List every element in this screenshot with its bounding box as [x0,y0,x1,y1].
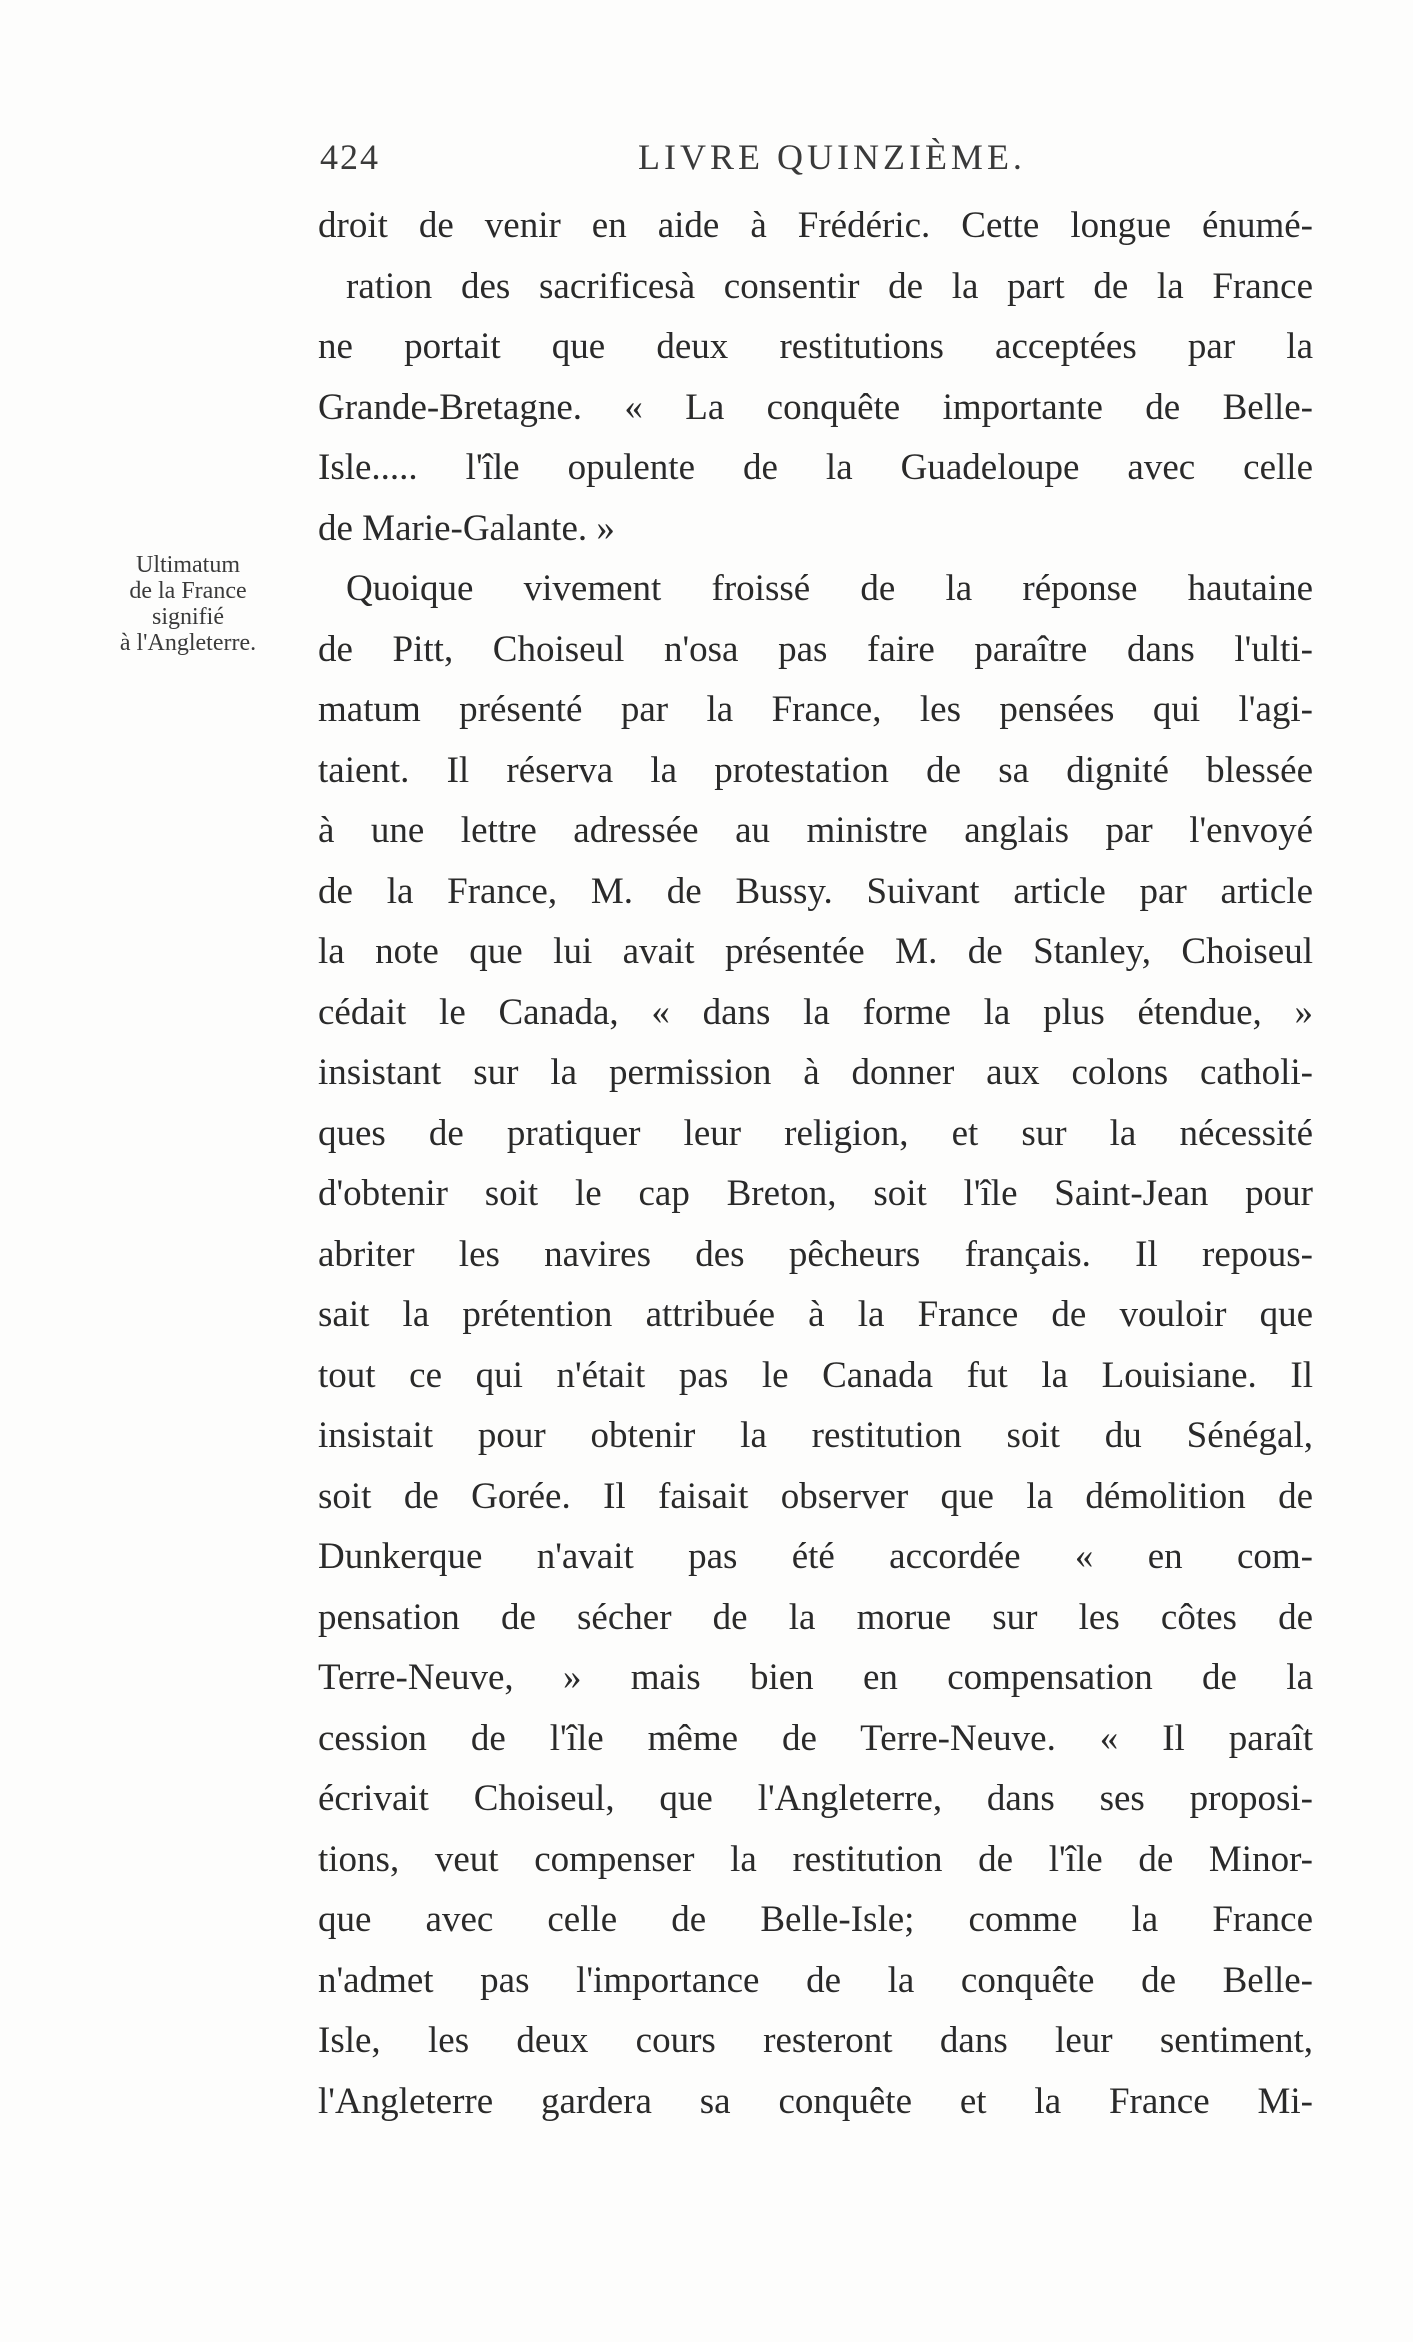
text-line: tions, veut compenser la restitution de l'île de Minor- [318,1838,1313,1880]
text-line: Dunkerque n'avait pas été accordée « en com- [318,1536,1313,1577]
text-line: Quoique vivement froissé de la réponse hautaine [346,568,1313,609]
marginal-note [88,552,288,656]
text-line: pensation de sécher de la morue sur les côtes de [318,1596,1313,1638]
marginal-note-line: de la France [129,578,247,604]
text-line: tout ce qui n'était pas le Canada fut la Louisiane. Il [318,1354,1313,1396]
text-line: abriter les navires des pêcheurs français. Il repous- [318,1233,1313,1275]
marginal-note-line: signifié [152,604,224,630]
text-line: à une lettre adressée au ministre anglais par l'envoyé [318,810,1313,851]
text-line: d'obtenir soit le cap Breton, soit l'île Saint-Jean pour [318,1173,1313,1214]
book-title: LIVRE QUINZIÈME. [638,137,1026,177]
text-line: de Marie-Galante. » [318,507,615,549]
text-line: droit de venir en aide à Frédéric. Cette longue énumé- [318,205,1313,246]
text-line: insistait pour obtenir la restitution soit du Sénégal, [318,1415,1313,1456]
text-line: Isle..... l'île opulente de la Guadeloupe avec celle [318,447,1313,488]
body-text [318,196,1313,2132]
text-line: sait la prétention attribuée à la France de vouloir que [318,1294,1313,1335]
text-line: n'admet pas l'importance de la conquête de Belle- [318,1959,1313,2001]
text-line: écrivait Choiseul, que l'Angleterre, dans ses proposi- [318,1778,1313,1819]
text-line: la note que lui avait présentée M. de Stanley, Choiseul [318,931,1313,972]
marginal-note-line: Ultimatum [136,552,240,578]
running-head [320,136,1200,176]
text-line: Grande-Bretagne. « La conquête importante de Belle- [318,386,1313,428]
text-line: ne portait que deux restitutions acceptées par la [318,326,1313,367]
text-line: que avec celle de Belle-Isle; comme la France [318,1899,1313,1940]
page-number: 424 [320,137,380,177]
text-line: de Pitt, Choiseul n'osa pas faire paraître dans l'ulti- [318,628,1313,670]
text-line: ques de pratiquer leur religion, et sur la nécessité [318,1112,1313,1154]
text-line: soit de Gorée. Il faisait observer que la démolition de [318,1475,1313,1517]
text-line: cession de l'île même de Terre-Neuve. « Il paraît [318,1717,1313,1759]
marginal-note-line: à l'Angleterre. [119,630,257,656]
text-line: l'Angleterre gardera sa conquête et la France Mi- [318,2080,1313,2122]
text-line: de la France, M. de Bussy. Suivant article par article [318,870,1313,912]
text-line: ration des sacrificesà consentir de la part de la France [346,265,1313,307]
text-line: taient. Il réserva la protestation de sa dignité blessée [318,749,1313,791]
text-line: matum présenté par la France, les pensées qui l'agi- [318,689,1313,730]
text-line: Terre-Neuve, » mais bien en compensation de la [318,1657,1313,1698]
text-line: cédait le Canada, « dans la forme la plus étendue, » [318,991,1313,1033]
text-line: insistant sur la permission à donner aux colons catholi- [318,1052,1313,1093]
text-line: Isle, les deux cours resteront dans leur sentiment, [318,2020,1313,2061]
